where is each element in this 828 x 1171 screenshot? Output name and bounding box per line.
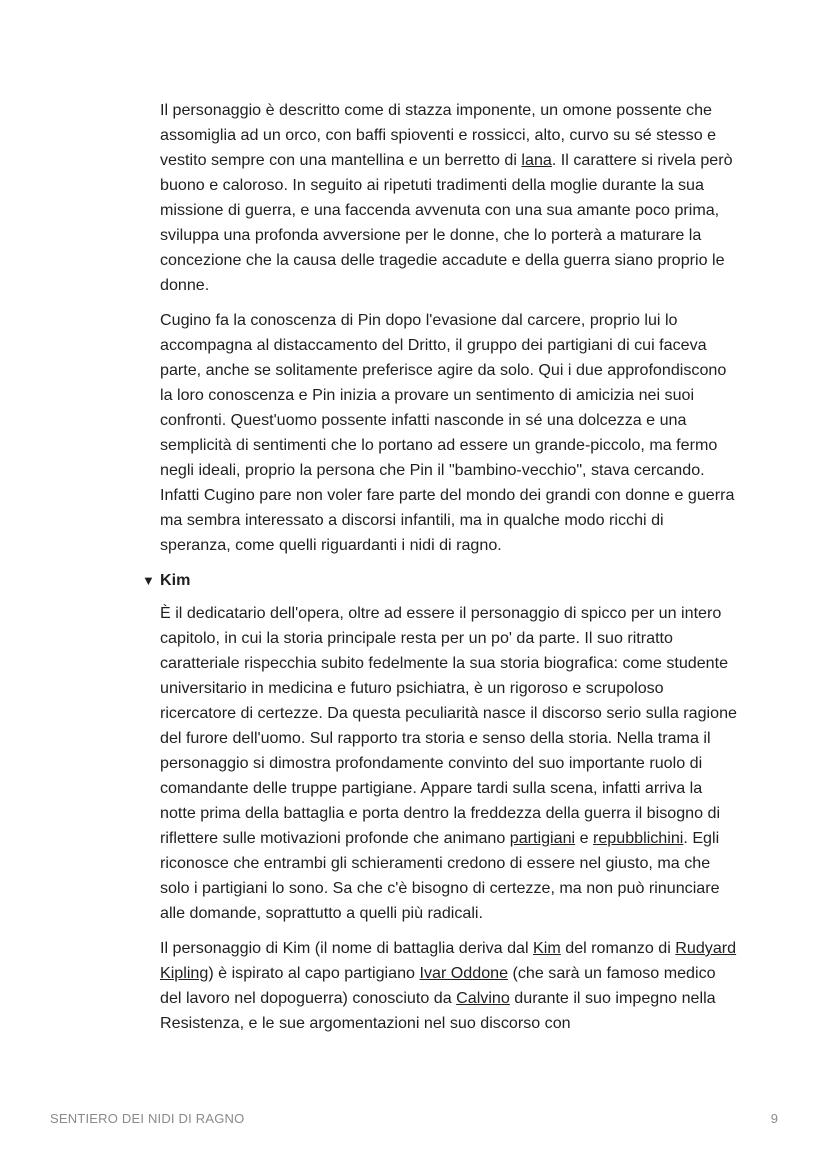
paragraph-cugino-description: Il personaggio è descritto come di stazza imponente, un omone possente che assomiglia ad un orco, con baffi spioventi e rossicci, alto, curvo su sé stesso e vestito sempre con una mantellina e un berretto di lana. Il carattere si rivela però buono e caloroso. In seguito ai ripetuti tradimenti della moglie durante la sua missione di guerra, e una faccenda avvenuta con una sua amante poco prima, sviluppa una profonda avversione per le donne, che lo porterà a maturare la concezione che la causa delle tragedie accadute e della guerra siano proprio le donne.: [160, 101, 733, 294]
link-repubblichini[interactable]: repubblichini: [593, 829, 684, 847]
link-lana[interactable]: lana: [521, 151, 552, 169]
link-calvino[interactable]: Calvino: [456, 989, 510, 1007]
toggle-kim-label: Kim: [160, 571, 191, 589]
link-ivar-oddone[interactable]: Ivar Oddone: [419, 964, 509, 982]
page-number: 9: [770, 1111, 778, 1126]
link-partigiani[interactable]: partigiani: [509, 829, 576, 847]
paragraph-kim-description: È il dedicatario dell'opera, oltre ad essere il personaggio di spicco per un intero capitolo, in cui la storia principale resta per un po' da parte. Il suo ritratto caratteriale rispecchia subito fedelmente la sua storia biografica: come studente universitario in medicina e futuro psichiatra, è un rigoroso e scrupoloso ricercatore di certezze. Da questa peculiarità nasce il discorso serio sulla ragione del furore dell'uomo. Sul rapporto tra storia e senso della storia. Nella trama il personaggio si dimostra profondamente convinto del suo importante ruolo di comandante delle truppe partigiane. Appare tardi sulla scena, infatti arriva la notte prima della battaglia e porta dentro la freddezza della guerra il bisogno di riflettere sulle motivazioni profonde che animano partigiani e repubblichini. Egli riconosce che entrambi gli schieramenti credono di essere nel giusto, ma che solo i partigiani lo sono. Sa che c'è bisogno di certezze, ma non può rinunciare alle domande, soprattutto a quelli più radicali.: [160, 604, 737, 922]
paragraph-kim-origin: Il personaggio di Kim (il nome di battaglia deriva dal Kim del romanzo di Rudyard Kipling) è ispirato al capo partigiano Ivar Oddone (che sarà un famoso medico del lavoro nel dopoguerra) conosciuto da Calvino durante il suo impegno nella Resistenza, e le sue argomentazioni nel suo discorso con: [160, 939, 737, 1032]
paragraph-cugino-pin: Cugino fa la conoscenza di Pin dopo l'evasione dal carcere, proprio lui lo accompagna al distaccamento del Dritto, il gruppo dei partigiani di cui faceva parte, anche se solitamente preferisce agire da solo. Qui i due approfondiscono la loro conoscenza e Pin inizia a provare un sentimento di amicizia nei suoi confronti. Quest'uomo possente infatti nasconde in sé una dolcezza e una semplicità di sentimenti che lo portano ad essere un grande-piccolo, ma fermo negli ideali, proprio la persona che Pin il "bambino-vecchio", stava cercando. Infatti Cugino pare non voler fare parte del mondo dei grandi con donne e guerra ma sembra interessato a discorsi infantili, ma in qualche modo ricchi di speranza, come quelli riguardanti i nidi di ragno.: [160, 311, 735, 554]
link-rudyard-kipling[interactable]: Rudyard Kipling: [160, 939, 737, 982]
toggle-kim[interactable]: [142, 568, 738, 593]
footer-title: SENTIERO DEI NIDI DI RAGNO: [50, 1111, 245, 1126]
document-body: [142, 98, 738, 1046]
link-kim[interactable]: Kim: [533, 939, 561, 957]
triangle-down-icon[interactable]: ▼: [142, 573, 155, 588]
